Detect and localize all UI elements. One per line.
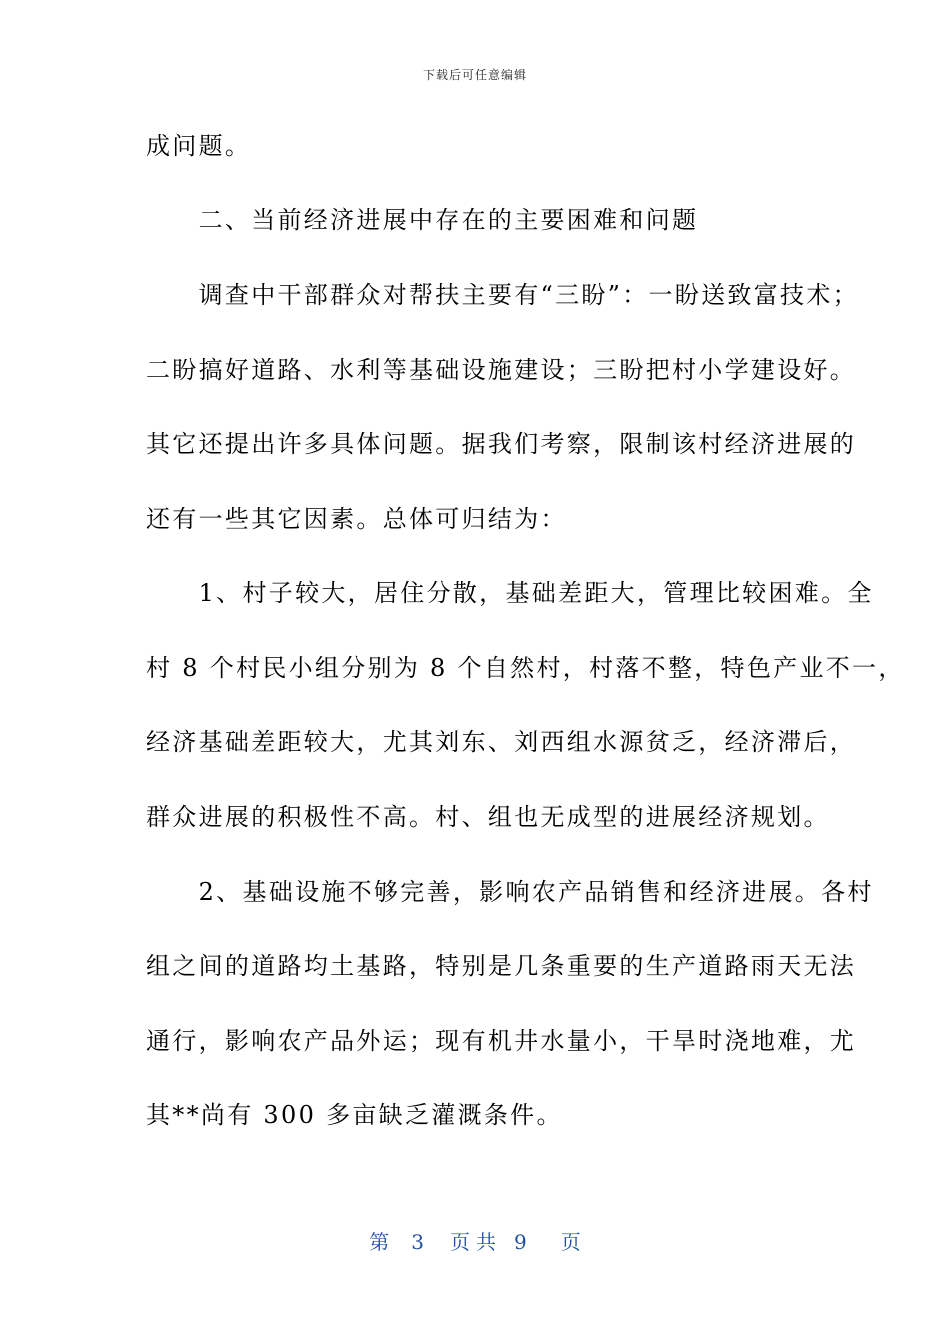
text-line: 其**尚有 300 多亩缺乏灌溉条件。: [146, 1101, 563, 1129]
text-line: 群众进展的积极性不高。村、组也无成型的进展经济规划。: [146, 803, 830, 831]
current-page-number: 3: [411, 1230, 424, 1254]
header-note: 下载后可任意编辑: [422, 68, 527, 82]
section-heading: 二、当前经济进展中存在的主要困难和问题: [146, 206, 699, 234]
text-line: 经济基础差距较大，尤其刘东、刘西组水源贫乏，经济滞后，: [146, 728, 857, 756]
text-line: 其它还提出许多具体问题。据我们考察，限制该村经济进展的: [146, 430, 857, 458]
text-line: 二盼搞好道路、水利等基础设施建设；三盼把村小学建设好。: [146, 356, 857, 384]
text-line: 调查中干部群众对帮扶主要有“三盼”：一盼送致富技术；: [146, 281, 859, 309]
footer-page-word: 页: [450, 1230, 470, 1254]
text-line: 2、基础设施不够完善，影响农产品销售和经济进展。各村: [146, 878, 874, 906]
text-line: 组之间的道路均土基路，特别是几条重要的生产道路雨天无法: [146, 952, 857, 980]
text-line: 1、村子较大，居住分散，基础差距大，管理比较困难。全: [146, 579, 874, 607]
total-pages-number: 9: [514, 1230, 527, 1254]
text-line: 通行，影响农产品外运；现有机井水量小，干旱时浇地难，尤: [146, 1027, 857, 1055]
footer-suffix: 页: [560, 1230, 581, 1254]
text-line: 村 8 个村民小组分别为 8 个自然村，村落不整，特色产业不一，: [146, 654, 905, 682]
text-line: 还有一些其它因素。总体可归结为：: [146, 505, 567, 533]
page-footer: [0, 1226, 950, 1255]
footer-total-label: 共: [476, 1230, 496, 1254]
footer-prefix: 第: [369, 1230, 390, 1254]
text-line: 成问题。: [146, 132, 252, 160]
